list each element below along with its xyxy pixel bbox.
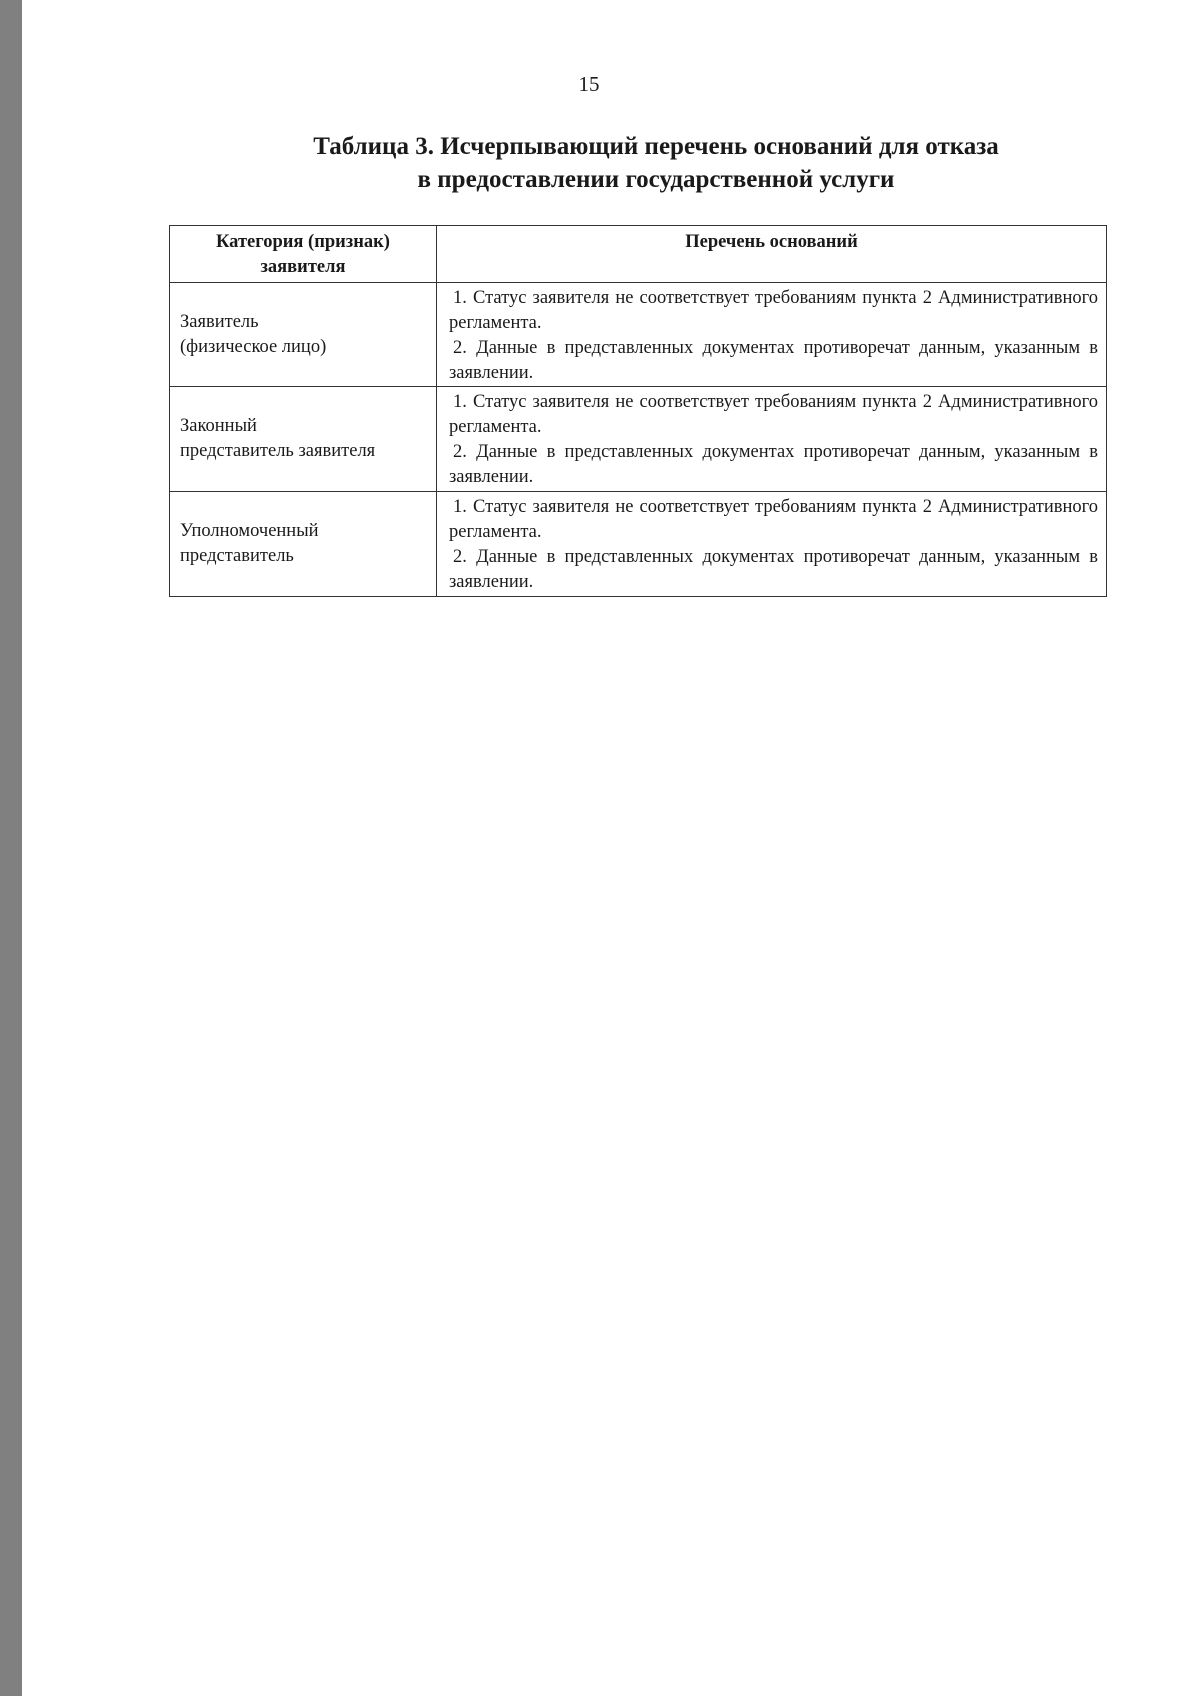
refusal-grounds-table — [169, 225, 1107, 597]
ground-item: 2. Данные в представленных документах противоречат данным, указанным в заявлении. — [449, 547, 1098, 592]
ground-item: 2. Данные в представленных документах противоречат данным, указанным в заявлении. — [449, 338, 1098, 383]
ground-item: 1. Статус заявителя не соответствует требованиям пункта 2 Административного регламента. — [449, 497, 1098, 542]
ground-item: 2. Данные в представленных документах противоречат данным, указанным в заявлении. — [449, 442, 1098, 487]
grounds-cell — [437, 283, 1107, 387]
table-title-line-1: Таблица 3. Исчерпывающий перечень оснований для отказа — [313, 133, 999, 160]
category-line: Заявитель — [180, 311, 259, 332]
category-line: Уполномоченный — [180, 521, 319, 541]
ground-item: 1. Статус заявителя не соответствует требованиям пункта 2 Административного регламента. — [449, 392, 1098, 437]
category-line: представитель заявителя — [180, 441, 376, 461]
category-line: (физическое лицо) — [180, 336, 327, 357]
category-cell — [170, 387, 437, 492]
category-line: Законный — [180, 416, 257, 436]
category-cell — [170, 492, 437, 597]
category-cell — [170, 283, 437, 387]
page-number: 15 — [578, 72, 600, 96]
table-row — [170, 387, 1107, 492]
table-row — [170, 283, 1107, 387]
ground-item: 1. Статус заявителя не соответствует требованиям пункта 2 Административного регламента. — [449, 288, 1098, 333]
table-header-row — [170, 226, 1107, 283]
grounds-cell — [437, 387, 1107, 492]
grounds-cell — [437, 492, 1107, 597]
table-row — [170, 492, 1107, 597]
table-title-line-2: в предоставлении государственной услуги — [417, 166, 895, 193]
table-title — [192, 130, 1120, 196]
header-category: Категория (признак) заявителя — [170, 226, 437, 283]
category-line: представитель — [180, 546, 294, 566]
header-grounds: Перечень оснований — [437, 226, 1107, 283]
